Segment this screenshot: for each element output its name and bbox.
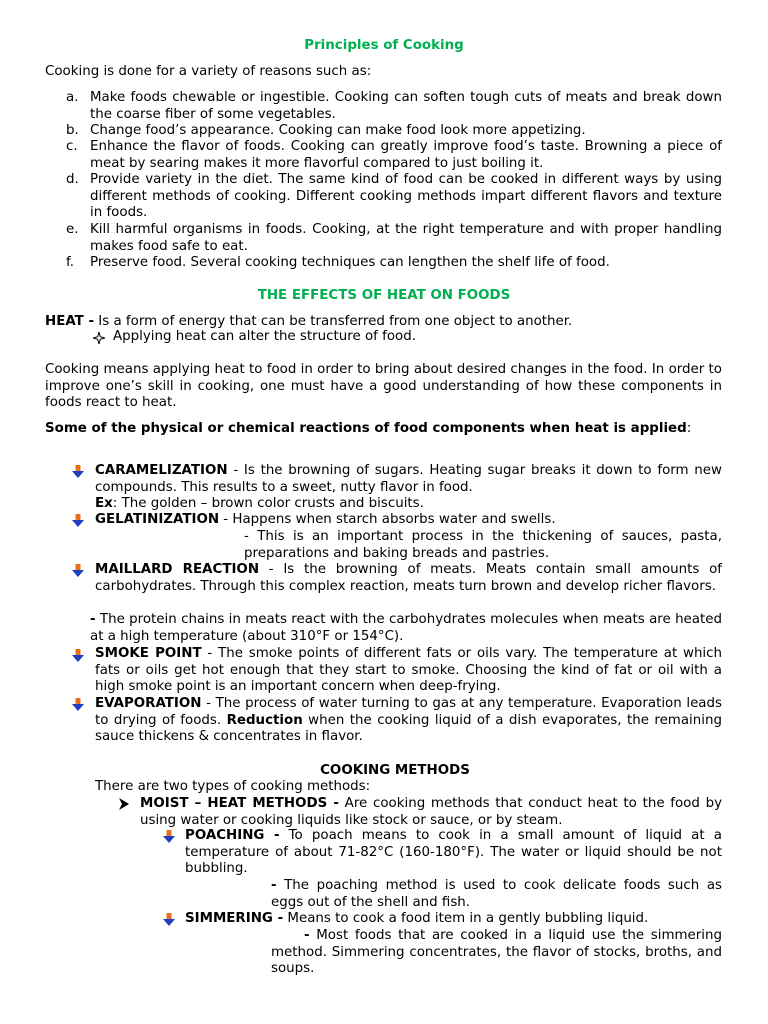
list-text: Provide variety in the diet. The same kind of food can be cooked in different ways by using different methods of cooking. Different cooking methods impart different flavors and texture in foods. [90, 172, 722, 221]
down-arrow-bullet-icon [72, 465, 84, 479]
methods-title-text: COOKING METHODS [320, 763, 470, 778]
list-text: Kill harmful organisms in foods. Cooking, at the right temperature and with proper handling makes food safe to eat. [90, 222, 722, 254]
poaching-text: To poach means to cook in a small amount of liquid at a temperature of about 71-82°C (160-180°F). The water or liquid should be not bubbling. [185, 828, 722, 877]
list-text: Change food’s appearance. Cooking can make food look more appetizing. [90, 123, 586, 138]
gelatinization-term: GELATINIZATION [95, 512, 220, 527]
moist-heat-methods-item [140, 796, 722, 829]
list-text: Make foods chewable or ingestible. Cooking can soften tough cuts of meats and break down the coarse fiber of some vegetables. [90, 90, 722, 122]
list-letter: b. [66, 123, 79, 138]
smoke-point-item [95, 646, 722, 696]
reason-item-d [66, 172, 722, 222]
list-letter: e. [66, 222, 79, 237]
gelatinization-text: - Happens when starch absorbs water and swells. [219, 512, 556, 527]
moist-heat-term: MOIST – HEAT METHODS - [140, 796, 339, 811]
down-arrow-bullet-icon [163, 913, 175, 927]
caramelization-text: - Is the browning of sugars. Heating sugar breaks it down to form new compounds. This results to a sweet, nutty flavor in food. [95, 463, 722, 495]
list-letter: f. [66, 255, 74, 270]
caramelization-example [95, 496, 722, 513]
diamond-bullet-icon [93, 332, 105, 344]
simmering-item [185, 911, 722, 928]
heat-definition-text: Is a form of energy that can be transferred from one object to another. [94, 314, 573, 329]
poaching-item [185, 828, 722, 878]
gelatinization-note [244, 529, 722, 562]
reason-item-e [66, 222, 722, 255]
effects-title: THE EFFECTS OF HEAT ON FOODS [257, 288, 511, 303]
gelatinization-item [95, 512, 722, 529]
list-letter: d. [66, 172, 79, 187]
simmering-text: Means to cook a food item in a gently bubbling liquid. [283, 911, 649, 926]
simmering-note-dash: - [304, 928, 310, 943]
simmering-note [271, 928, 722, 978]
maillard-term: MAILLARD REACTION [95, 562, 260, 577]
cooking-paragraph: Cooking means applying heat to food in order to bring about desired changes in the food. In order to improve one’s skill in cooking, one must have a good understanding of how these components in foods react to heat. [45, 362, 722, 411]
poaching-note [271, 878, 722, 911]
smoke-point-term: SMOKE POINT [95, 646, 202, 661]
maillard-note [90, 612, 722, 645]
intro-text: Cooking is done for a variety of reasons such as: [45, 64, 372, 79]
maillard-text: - Is the browning of meats. Meats contain small amounts of carbohydrates. Through this complex reaction, meats turn brown and develop richer flavors. [95, 562, 722, 594]
maillard-item [95, 562, 722, 595]
reactions-heading [45, 421, 725, 438]
list-letter: c. [66, 139, 78, 154]
heat-bullet-text: Applying heat can alter the structure of food. [113, 329, 416, 344]
list-text: Enhance the flavor of foods. Cooking can greatly improve food’s taste. Browning a piece of meat by searing makes it more flavorful compared to just boiling it. [90, 139, 722, 171]
reason-item-a [66, 90, 722, 123]
down-arrow-bullet-icon [163, 830, 175, 844]
down-arrow-bullet-icon [72, 698, 84, 712]
simmering-note-text: Most foods that are cooked in a liquid use the simmering method. Simmering concentrates, the flavor of stocks, broths, and soups. [271, 928, 722, 977]
reduction-term: Reduction [226, 712, 303, 728]
reason-item-f [66, 255, 722, 272]
reactions-heading-colon: : [686, 421, 692, 436]
down-arrow-bullet-icon [72, 514, 84, 528]
reduction-text: when the cooking liquid of a dish evaporates, the remaining sauce thickens & concentrates in flavor. [95, 712, 722, 745]
list-text: Preserve food. Several cooking techniques can lengthen the shelf life of food. [90, 255, 610, 270]
down-arrow-bullet-icon [72, 564, 84, 578]
reason-item-c [66, 139, 722, 172]
page-title: Principles of Cooking [304, 38, 464, 53]
smoke-point-text: - The smoke points of different fats or oils vary. The temperature at which fats or oils get hot enough that they start to smoke. Choosing the kind of fat or oil with a high smoke point is an important concern when deep-frying. [95, 646, 723, 695]
poaching-note-dash: - [271, 878, 277, 893]
moist-heat-text: Are cooking methods that conduct heat to the food by using water or cooking liquids like stock or sauce, or by steam. [140, 796, 723, 828]
simmering-term: SIMMERING - [185, 911, 284, 926]
evaporation-term: EVAPORATION [95, 696, 202, 711]
poaching-term: POACHING - [185, 828, 280, 843]
example-label: Ex [95, 496, 113, 511]
evaporation-text: - The process of water turning to gas at any temperature. Evaporation leads to drying of foods. [95, 696, 722, 728]
chevron-right-bullet-icon [117, 797, 131, 811]
heat-term: HEAT - [45, 314, 95, 329]
caramelization-item [95, 463, 722, 496]
caramelization-term: CARAMELIZATION [95, 463, 228, 478]
reason-item-b [66, 123, 722, 140]
methods-intro: There are two types of cooking methods: [95, 779, 371, 794]
example-text: : The golden – brown color crusts and biscuits. [112, 496, 424, 511]
list-letter: a. [66, 90, 79, 105]
down-arrow-bullet-icon [72, 649, 84, 663]
maillard-note-dash: - [90, 612, 96, 627]
methods-title [0, 763, 768, 780]
gelatinization-note-text: - This is an important process in the thickening of sauces, pasta, preparations and baking breads and pastries. [244, 529, 722, 561]
evaporation-item [95, 696, 722, 746]
reactions-heading-text: Some of the physical or chemical reactions of food components when heat is applied [45, 421, 687, 436]
poaching-note-text: The poaching method is used to cook delicate foods such as eggs out of the shell and fish. [271, 878, 722, 910]
maillard-note-text: The protein chains in meats react with the carbohydrates molecules when meats are heated at a high temperature (about 310°F or 154°C). [90, 612, 722, 644]
